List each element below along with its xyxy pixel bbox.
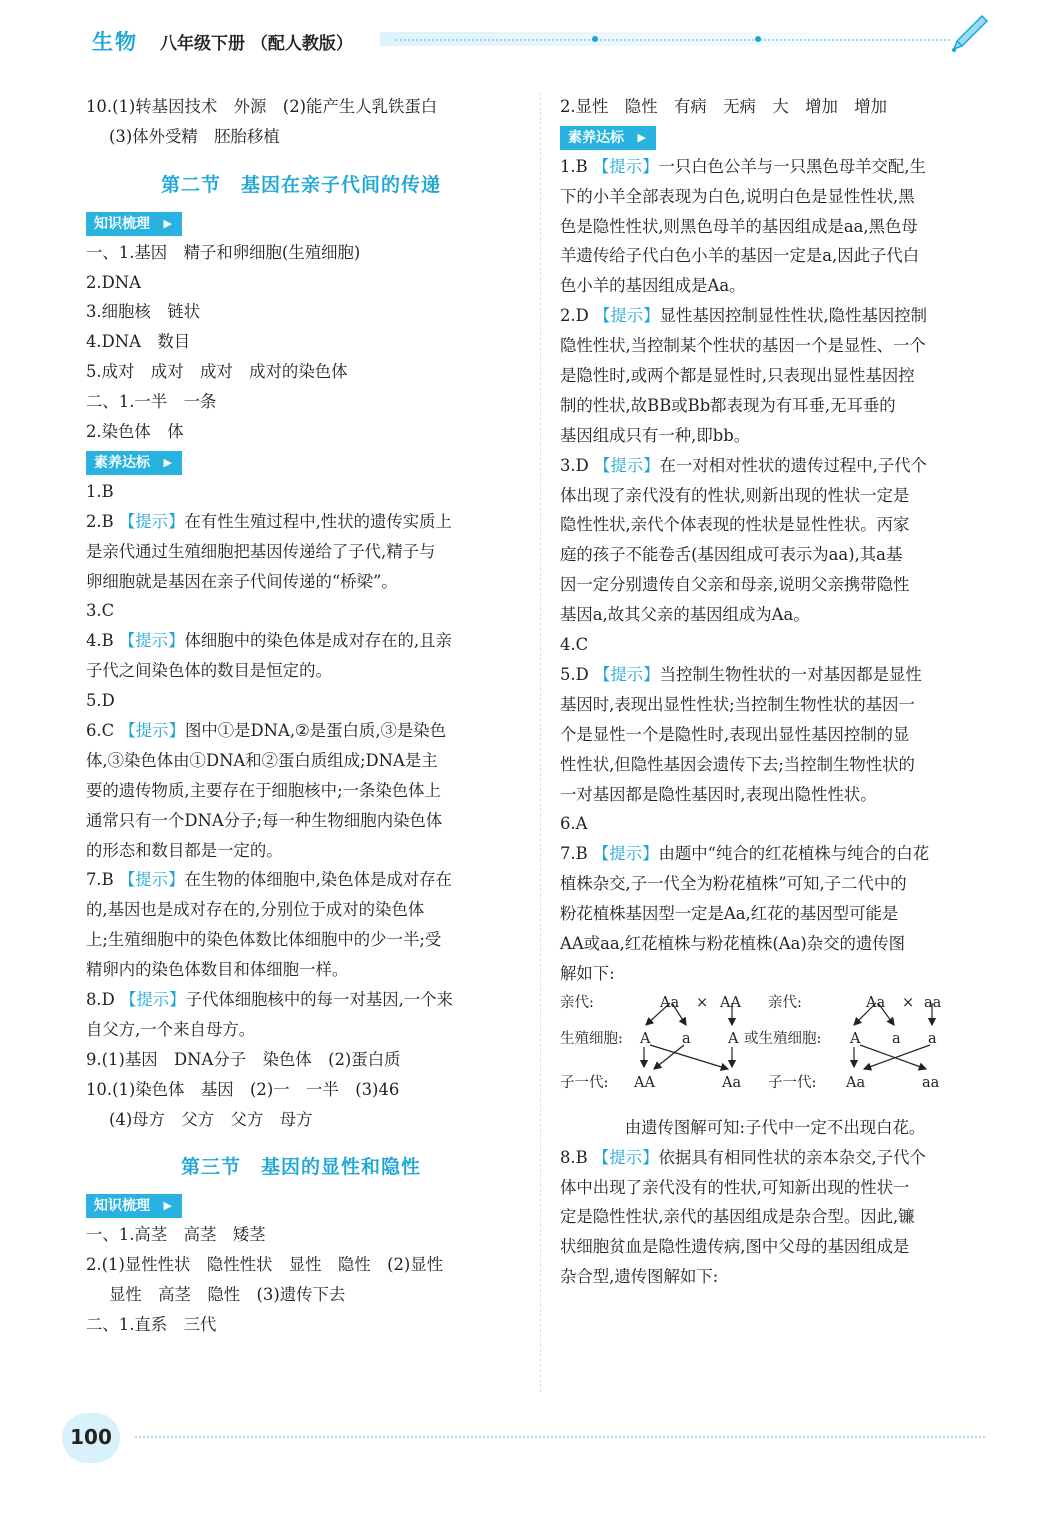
answer-line: 5.成对 成对 成对 成对的染色体 — [86, 362, 348, 382]
hint-text-line: 植株杂交,子一代全为粉花植株”可知,子二代中的 — [560, 874, 907, 894]
play-arrow-icon: ▶ — [163, 1199, 172, 1213]
tag-label: 素养达标 — [568, 129, 624, 146]
answer-line: 二、1.直系 三代 — [86, 1315, 217, 1334]
answer-number: 1.B — [560, 156, 588, 176]
diagram-offspring: AA — [634, 1074, 655, 1091]
answer-number: 7.B — [86, 870, 114, 890]
diagram-cross: × — [902, 994, 915, 1011]
answer-number: 7.B — [560, 844, 588, 864]
hint-text-line: 因一定分别遗传自父亲和母亲,说明父亲携带隐性 — [560, 575, 910, 595]
diagram-genotype: Aa — [866, 994, 886, 1011]
answer-item — [86, 865, 516, 895]
hint-text-line: 下的小羊全部表现为白色,说明白色是显性性状,黑 — [560, 186, 915, 206]
hint-text: 在生物的体细胞中,染色体是成对存在 — [184, 870, 452, 890]
answer-line: (3)体外受精 胚胎移植 — [109, 126, 280, 146]
hint-text: 图中①是DNA,②是蛋白质,③是染色 — [184, 720, 447, 740]
answer-item — [560, 1143, 990, 1173]
answer-line: 10.(1)转基因技术 外源 (2)能产生人乳铁蛋白 — [86, 97, 438, 116]
hint-text-line: 庭的孩子不能卷舌(基因组成可表示为aa),其a基 — [560, 545, 903, 565]
diagram-offspring: aa — [922, 1074, 940, 1091]
answer-item — [560, 839, 990, 869]
answer-number: 1.B — [86, 481, 114, 501]
hint-text-line: 自父方,一个来自母方。 — [86, 1019, 256, 1039]
diagram-label: 生殖细胞: — [560, 1030, 623, 1047]
page-number: 100 — [70, 1425, 112, 1449]
answer-line: 4.DNA 数目 — [86, 332, 191, 352]
hint-text-line: 卵细胞就是基因在亲子代间传递的“桥梁”。 — [86, 571, 398, 591]
section-tag-zhishi — [86, 1194, 182, 1218]
answer-number: 3.C — [86, 601, 115, 621]
answer-line: 9.(1)基因 DNA分子 染色体 (2)蛋白质 — [86, 1049, 401, 1069]
hint-text: 体细胞中的染色体是成对存在的,且亲 — [184, 631, 452, 651]
hint-text: 显性基因控制显性性状,隐性基因控制 — [659, 306, 928, 326]
hint-text-line: 是隐性时,或两个都是显性时,只表现出显性基因控 — [560, 366, 915, 386]
answer-number: 8.D — [86, 989, 115, 1009]
hint-text-line: 制的性状,故BB或Bb都表现为有耳垂,无耳垂的 — [560, 395, 896, 415]
left-column — [86, 92, 516, 1340]
hint-text: 由题中“纯合的红花植株与纯合的白花 — [658, 844, 930, 864]
answer-item — [560, 660, 990, 690]
hint-marker: 【提示】 — [118, 511, 185, 531]
hint-text: 当控制生物性状的一对基因都是显性 — [659, 664, 922, 684]
answer-line: 10.(1)染色体 基因 (2)一 一半 (3)46 — [86, 1079, 400, 1099]
hint-text-line: 杂合型,遗传图解如下: — [560, 1267, 719, 1287]
hint-text-line: 体出现了亲代没有的性状,则新出现的性状一定是 — [560, 485, 910, 505]
answer-line: 一、1.基因 精子和卵细胞(生殖细胞) — [86, 242, 361, 262]
hint-marker: 【提示】 — [594, 455, 660, 475]
play-arrow-icon: ▶ — [163, 216, 172, 230]
hint-text-line: 色是隐性性状,则黑色母羊的基因组成是aa,黑色母 — [560, 216, 918, 236]
diagram-label: 子一代: — [768, 1074, 817, 1091]
hint-text-line: 色小羊的基因组成是Aa。 — [560, 276, 746, 296]
section-title: 第二节 基因在亲子代间的传递 — [160, 173, 441, 196]
diagram-note: 由遗传图解可知:子代中一定不出现白花。 — [624, 1117, 926, 1137]
answer-item — [560, 451, 990, 481]
hint-text-line: 的形态和数目都是一定的。 — [86, 840, 283, 860]
header-dot — [755, 36, 761, 42]
hint-text-line: 粉花植株基因型一定是Aa,红花的基因型可能是 — [560, 904, 899, 924]
header-dot — [592, 36, 598, 42]
hint-text: 子代体细胞核中的每一对基因,一个来 — [185, 989, 454, 1009]
answer-item — [560, 809, 990, 839]
answer-item — [86, 716, 516, 746]
diagram-label: 子一代: — [560, 1074, 609, 1091]
hint-text: 在一对相对性状的遗传过程中,子代个 — [659, 455, 928, 475]
answer-number: 8.B — [560, 1147, 588, 1167]
answer-number: 5.D — [560, 664, 589, 684]
answer-number: 2.B — [86, 511, 114, 531]
hint-text-line: 羊遗传给子代白色小羊的基因一定是a,因此子代白 — [560, 246, 920, 266]
answer-item — [86, 985, 516, 1015]
hint-text-line: 隐性性状,当控制某个性状的基因一个是显性、一个 — [560, 336, 926, 356]
hint-text-line: 精卵内的染色体数目和体细胞一样。 — [86, 960, 349, 980]
footer-dotted-line — [135, 1436, 985, 1438]
diagram-gamete: a — [682, 1030, 691, 1047]
hint-text-line: 基因a,故其父亲的基因组成为Aa。 — [560, 605, 810, 625]
answer-number: 3.D — [560, 455, 589, 475]
hint-marker: 【提示】 — [119, 720, 185, 740]
header-dotted-line — [395, 39, 950, 41]
diagram-label: 亲代: — [560, 994, 594, 1011]
hint-marker: 【提示】 — [120, 989, 186, 1009]
answer-number: 5.D — [86, 691, 115, 711]
hint-marker: 【提示】 — [592, 1147, 659, 1167]
answer-item — [560, 152, 990, 182]
diagram-genotype: Aa — [660, 994, 680, 1011]
subject-title: 生物 — [92, 30, 138, 54]
hint-text-line: 性性状,但隐性基因会遗传下去;当控制生物性状的 — [560, 754, 915, 774]
hint-marker: 【提示】 — [594, 664, 660, 684]
hint-text: 依据具有相同性状的亲本杂交,子代个 — [658, 1147, 926, 1167]
section-tag-suyang — [560, 126, 656, 150]
answer-number: 4.C — [560, 635, 589, 655]
diagram-gamete: a — [892, 1030, 901, 1047]
answer-line: 3.细胞核 链状 — [86, 302, 200, 322]
answer-list — [86, 477, 516, 1045]
answer-line: 2.(1)显性性状 隐性性状 显性 隐性 (2)显性 — [86, 1255, 444, 1275]
section-tag-zhishi — [86, 212, 182, 236]
diagram-gamete: A — [850, 1030, 861, 1047]
answer-list — [560, 152, 990, 989]
hint-marker: 【提示】 — [118, 631, 185, 651]
hint-marker: 【提示】 — [118, 870, 185, 890]
tag-label: 知识梳理 — [94, 215, 150, 232]
answer-line: 显性 高茎 隐性 (3)遗传下去 — [109, 1285, 346, 1305]
answer-number: 4.B — [86, 631, 114, 651]
diagram-label: 或生殖细胞: — [744, 1030, 822, 1047]
diagram-cross: × — [696, 994, 709, 1011]
answer-line: 二、1.一半 一条 — [86, 392, 217, 412]
genetic-cross-diagram — [560, 989, 990, 1113]
answer-item — [86, 507, 516, 537]
answer-line: 2.染色体 体 — [86, 422, 184, 442]
answer-item — [86, 477, 516, 507]
answer-number: 2.D — [560, 306, 589, 326]
play-arrow-icon: ▶ — [637, 130, 646, 144]
hint-text-line: 解如下: — [560, 963, 615, 983]
answer-line: 一、1.高茎 高茎 矮茎 — [86, 1225, 266, 1245]
hint-text: 一只白色公羊与一只黑色母羊交配,生 — [658, 156, 926, 176]
answer-item — [86, 686, 516, 716]
hint-text-line: 基因组成只有一种,即bb。 — [560, 425, 751, 445]
hint-text-line: 体中出现了亲代没有的性状,可知新出现的性状一 — [560, 1177, 910, 1197]
diagram-label: 亲代: — [768, 994, 802, 1011]
answer-list — [560, 1143, 990, 1292]
hint-marker: 【提示】 — [592, 844, 659, 864]
hint-text-line: 一对基因都是隐性基因时,表现出隐性性状。 — [560, 784, 877, 804]
right-column — [560, 92, 990, 1292]
play-arrow-icon: ▶ — [163, 455, 172, 469]
hint-text-line: 子代之间染色体的数目是恒定的。 — [86, 661, 332, 681]
hint-text-line: AA或aa,红花植株与粉花植株(Aa)杂交的遗传图 — [560, 933, 906, 953]
diagram-genotype: AA — [720, 994, 741, 1011]
hint-text-line: 基因时,表现出显性性状;当控制生物性状的基因一 — [560, 694, 915, 714]
page-header — [0, 0, 1055, 70]
hint-text-line: 定是隐性性状,亲代的基因组成是杂合型。因此,镰 — [560, 1207, 915, 1227]
hint-text-line: 隐性性状,亲代个体表现的性状是显性性状。丙家 — [560, 515, 910, 535]
hint-marker: 【提示】 — [594, 306, 660, 326]
diagram-offspring: Aa — [846, 1074, 866, 1091]
answer-line: 2.显性 隐性 有病 无病 大 增加 增加 — [560, 97, 888, 116]
diagram-gamete: A — [640, 1030, 651, 1047]
diagram-gamete: A — [728, 1030, 739, 1047]
answer-line: (4)母方 父方 父方 母方 — [109, 1109, 313, 1129]
pen-icon — [948, 12, 990, 54]
answer-item — [86, 626, 516, 656]
answer-number: 6.C — [86, 720, 115, 740]
section-tag-suyang — [86, 451, 182, 475]
hint-text-line: 状细胞贫血是隐性遗传病,图中父母的基因组成是 — [560, 1237, 910, 1257]
answer-item — [86, 596, 516, 626]
hint-text-line: 要的遗传物质,主要存在于细胞核中;一条染色体上 — [86, 780, 441, 800]
section-title: 第三节 基因的显性和隐性 — [180, 1156, 421, 1179]
hint-text-line: 个是显性一个是隐性时,表现出显性基因控制的显 — [560, 724, 910, 744]
answer-item — [560, 301, 990, 331]
tag-label: 知识梳理 — [94, 1198, 150, 1215]
hint-text-line: 体,③染色体由①DNA和②蛋白质组成;DNA是主 — [86, 750, 438, 770]
book-title: 八年级下册 （配人教版） — [160, 34, 353, 54]
hint-text: 在有性生殖过程中,性状的遗传实质上 — [184, 511, 452, 531]
hint-marker: 【提示】 — [592, 156, 659, 176]
diagram-gamete: a — [928, 1030, 937, 1047]
hint-text-line: 通常只有一个DNA分子;每一种生物细胞内染色体 — [86, 810, 443, 830]
diagram-offspring: Aa — [722, 1074, 742, 1091]
answer-item — [560, 630, 990, 660]
hint-text-line: 的,基因也是成对存在的,分别位于成对的染色体 — [86, 900, 425, 920]
tag-label: 素养达标 — [94, 454, 150, 471]
hint-text-line: 上;生殖细胞中的染色体数比体细胞中的少一半;受 — [86, 930, 442, 950]
column-separator — [540, 92, 541, 1392]
diagram-genotype: aa — [924, 994, 942, 1011]
answer-number: 6.A — [560, 814, 588, 834]
hint-text-line: 是亲代通过生殖细胞把基因传递给了子代,精子与 — [86, 541, 436, 561]
answer-line: 2.DNA — [86, 272, 141, 292]
